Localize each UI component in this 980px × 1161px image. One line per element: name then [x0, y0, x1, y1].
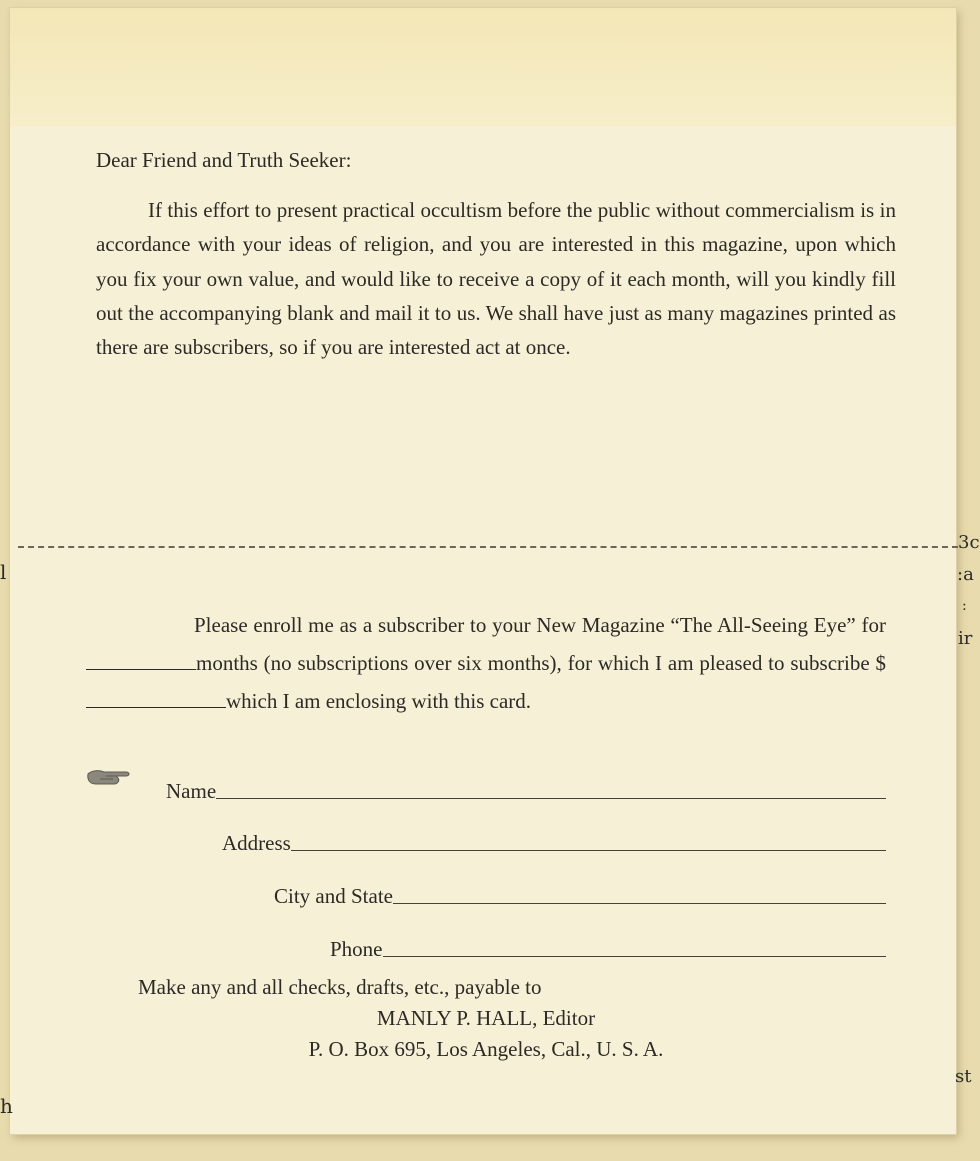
subscription-order-text [86, 606, 886, 720]
name-label: Name [166, 779, 217, 803]
pointing-hand-icon [86, 766, 134, 788]
letter-section [96, 148, 896, 364]
city-state-field[interactable] [274, 884, 886, 909]
edge-fragment-right-4: ir [958, 628, 973, 649]
phone-label: Phone [330, 937, 383, 961]
city-state-line[interactable] [393, 902, 886, 904]
edge-fragment-right-3: : [962, 598, 967, 614]
order-text-3: which I am enclosing with this card. [226, 689, 532, 713]
tear-line [18, 546, 958, 548]
mailing-address: P. O. Box 695, Los Angeles, Cal., U. S. A. [308, 1037, 664, 1061]
address-label: Address [222, 831, 291, 855]
name-field[interactable] [166, 779, 886, 804]
name-line[interactable] [216, 797, 886, 799]
address-field[interactable] [222, 831, 886, 856]
edge-fragment-left-1: l [0, 560, 7, 584]
payable-note: Make any and all checks, drafts, etc., payable to [138, 975, 542, 999]
amount-blank[interactable] [86, 689, 226, 708]
edge-fragment-right-2: :a [957, 564, 974, 585]
edge-fragment-right-1: 3c [958, 532, 980, 553]
edge-fragment-right-5: st [955, 1066, 972, 1087]
phone-field[interactable] [330, 937, 886, 962]
edge-fragment-left-2: h [0, 1094, 13, 1118]
city-state-label: City and State [274, 884, 393, 908]
order-text-1: Please enroll me as a subscriber to your New Magazine “The All-Seeing Eye” for [194, 613, 886, 637]
order-text-2: months (no subscriptions over six months), for which I am pleased to subscribe $ [196, 651, 886, 675]
payee: MANLY P. HALL, Editor [376, 1006, 596, 1030]
salutation: Dear Friend and Truth Seeker: [96, 148, 352, 172]
months-blank[interactable] [86, 651, 196, 670]
letter-body: If this effort to present practical occultism before the public without commercialism is in accordance with your ideas of religion, and you are interested in this magazine, upon which you fix your own value, and would like to receive a copy of it each month, will you kindly fill out the accompanying blank and mail it to us. We shall have just as many magazines printed as there are subscribers, so if you are interested act at once. [96, 198, 896, 360]
address-line[interactable] [291, 849, 886, 851]
subscription-card [10, 8, 956, 1134]
phone-line[interactable] [383, 955, 887, 957]
order-paragraph [86, 606, 886, 720]
